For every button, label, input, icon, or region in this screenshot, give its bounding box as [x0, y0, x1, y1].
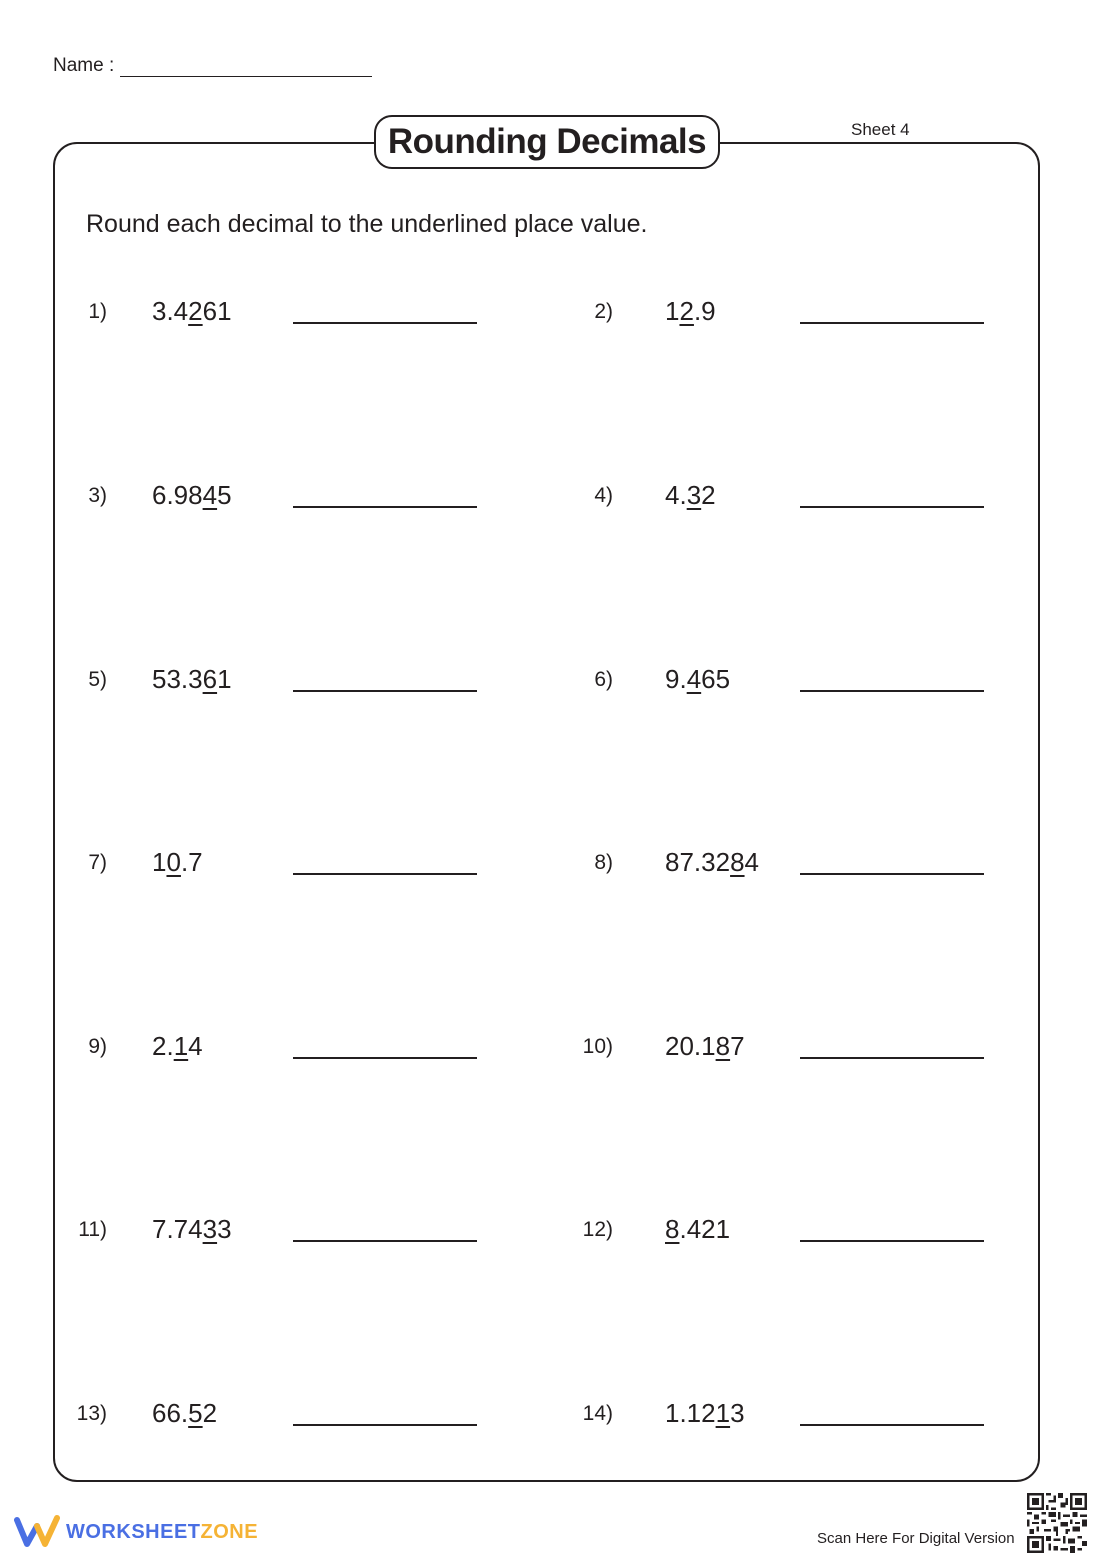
- problem-value: 12.9: [665, 296, 716, 326]
- problem-number: 5): [88, 668, 107, 691]
- underlined-digit: 0: [166, 847, 181, 877]
- problem-value: 1.1213: [665, 1398, 745, 1428]
- underlined-digit: 6: [202, 664, 218, 694]
- worksheet-frame: [53, 142, 1040, 1482]
- problem-number: 6): [594, 668, 613, 691]
- problem-value: 4.32: [665, 480, 716, 510]
- problem-value: 7.7433: [152, 1214, 232, 1244]
- problem-number: 14): [582, 1402, 613, 1425]
- page-title: Rounding Decimals: [374, 115, 720, 169]
- sheet-label: Sheet 4: [851, 120, 910, 139]
- underlined-digit: 2: [679, 296, 694, 326]
- underlined-digit: 8: [665, 1214, 680, 1244]
- answer-line[interactable]: [800, 322, 984, 324]
- problem-number: 8): [594, 851, 613, 874]
- answer-line[interactable]: [293, 1424, 477, 1426]
- answer-line[interactable]: [800, 1057, 984, 1059]
- problem-value: 8.421: [665, 1214, 731, 1244]
- underlined-digit: 8: [730, 847, 745, 877]
- problem-value: 66.52: [152, 1398, 218, 1428]
- problem-number: 13): [76, 1402, 107, 1425]
- problem-number: 12): [582, 1218, 613, 1241]
- problem-value: 9.465: [665, 664, 731, 694]
- footer-logo[interactable]: [14, 1514, 258, 1550]
- name-label: Name :: [53, 55, 115, 76]
- scan-text: Scan Here For Digital Version: [817, 1530, 1015, 1547]
- answer-line[interactable]: [800, 873, 984, 875]
- answer-line[interactable]: [293, 1057, 477, 1059]
- underlined-digit: 1: [715, 1398, 731, 1428]
- instructions: Round each decimal to the underlined place value.: [86, 210, 648, 238]
- problem-number: 4): [594, 484, 613, 507]
- underlined-digit: 2: [188, 296, 203, 326]
- problem-number: 11): [78, 1218, 107, 1241]
- underlined-digit: 3: [202, 1214, 218, 1244]
- problem-value: 2.14: [152, 1031, 203, 1061]
- problem-number: 2): [594, 300, 613, 323]
- problem-value: 3.4261: [152, 296, 232, 326]
- logo-text: WORKSHEETZONE: [66, 1520, 259, 1543]
- problem-number: 9): [88, 1035, 107, 1058]
- problem-number: 3): [88, 484, 107, 507]
- name-field[interactable]: [120, 52, 372, 77]
- name-row: [53, 52, 372, 77]
- answer-line[interactable]: [293, 690, 477, 692]
- underlined-digit: 3: [686, 480, 702, 510]
- underlined-digit: 1: [173, 1031, 189, 1061]
- answer-line[interactable]: [800, 1240, 984, 1242]
- answer-line[interactable]: [293, 506, 477, 508]
- problem-value: 20.187: [665, 1031, 745, 1061]
- problem-value: 10.7: [152, 847, 203, 877]
- problem-number: 1): [88, 300, 107, 323]
- answer-line[interactable]: [293, 873, 477, 875]
- problem-number: 10): [582, 1035, 613, 1058]
- underlined-digit: 5: [188, 1398, 203, 1428]
- problem-number: 7): [88, 851, 107, 874]
- problem-value: 6.9845: [152, 480, 232, 510]
- qr-code-icon[interactable]: [1027, 1493, 1087, 1553]
- underlined-digit: 8: [715, 1031, 731, 1061]
- answer-line[interactable]: [800, 690, 984, 692]
- answer-line[interactable]: [293, 322, 477, 324]
- underlined-digit: 4: [202, 480, 218, 510]
- problem-value: 87.3284: [665, 847, 760, 877]
- problem-value: 53.361: [152, 664, 232, 694]
- underlined-digit: 4: [686, 664, 702, 694]
- worksheetzone-logo-icon: [14, 1514, 60, 1550]
- answer-line[interactable]: [293, 1240, 477, 1242]
- answer-line[interactable]: [800, 1424, 984, 1426]
- answer-line[interactable]: [800, 506, 984, 508]
